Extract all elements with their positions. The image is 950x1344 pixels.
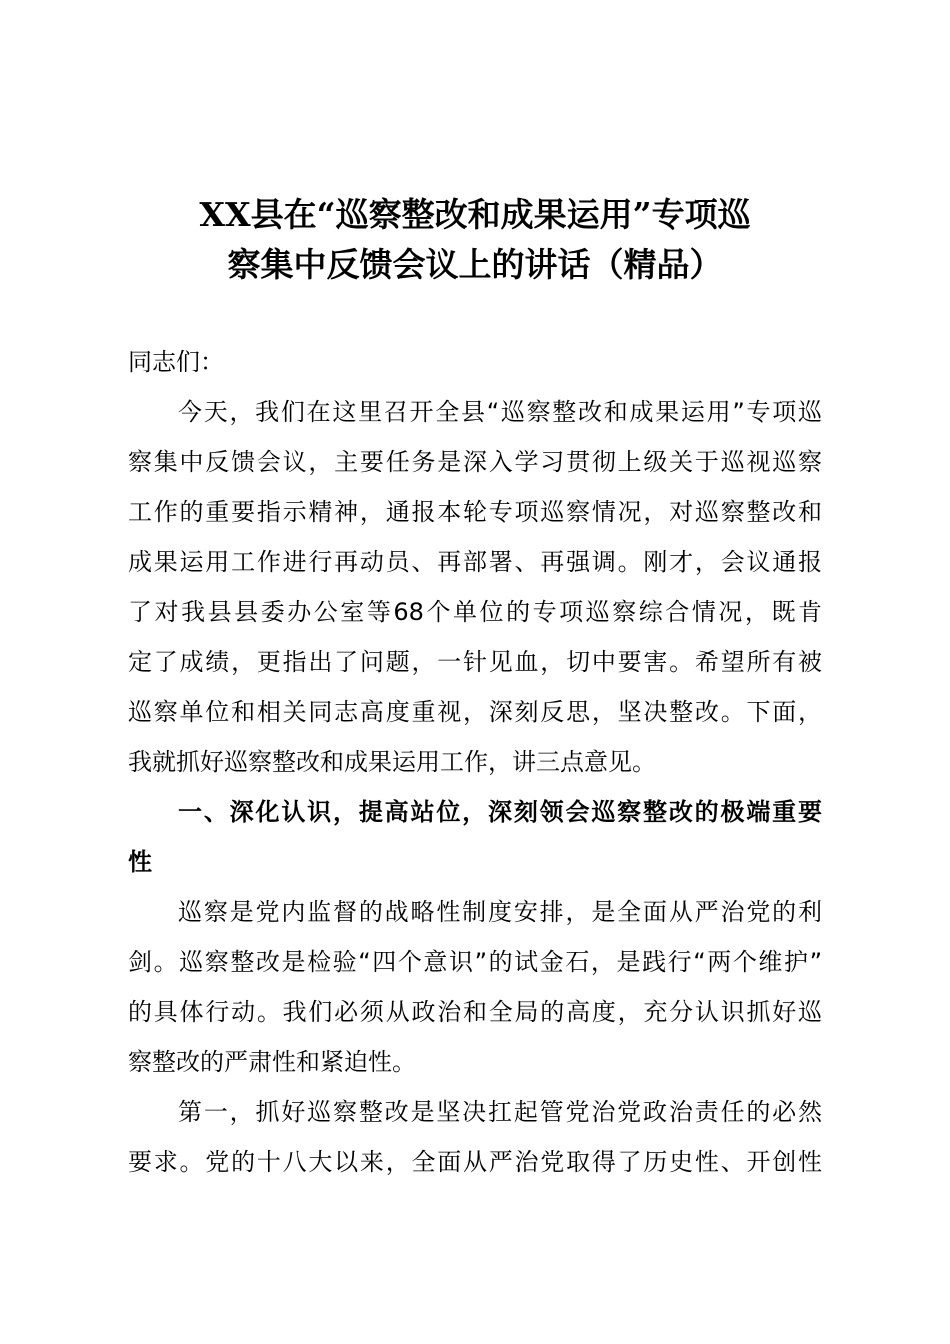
text-line: 今天，我们在这里召开全县“巡察整改和成果运用”专项巡	[178, 398, 822, 426]
text-line: 要求。党的十八大以来，全面从严治党取得了历史性、开创性	[128, 1148, 822, 1176]
text-line: 剑。巡察整改是检验“四个意识”的试金石，是践行“两个维护”	[128, 948, 822, 976]
text-line: 察整改的严肃性和紧迫性。	[128, 1048, 416, 1076]
text-line: 了对我县县委办公室等68个单位的专项巡察综合情况，既肯	[128, 598, 822, 626]
text-line: 工作的重要指示精神，通报本轮专项巡察情况，对巡察整改和	[128, 498, 822, 526]
text-line: 的具体行动。我们必须从政治和全局的高度，充分认识抓好巡	[128, 998, 822, 1026]
text-line: 第一，抓好巡察整改是坚决扛起管党治党政治责任的必然	[178, 1098, 822, 1126]
text-line: 察集中反馈会议，主要任务是深入学习贯彻上级关于巡视巡察	[128, 448, 822, 476]
text-line: 性	[128, 848, 152, 876]
text-line: 巡察单位和相关同志高度重视，深刻反思，坚决整改。下面，	[128, 698, 822, 726]
text-line: 一、深化认识，提高站位，深刻领会巡察整改的极端重要	[178, 798, 822, 826]
salutation: 同志们：	[128, 348, 224, 376]
text-line: 定了成绩，更指出了问题，一针见血，切中要害。希望所有被	[128, 648, 822, 676]
title-line-2: 察集中反馈会议上的讲话（精品）	[227, 245, 723, 284]
text-line: 巡察是党内监督的战略性制度安排，是全面从严治党的利	[178, 898, 822, 926]
text-line: 我就抓好巡察整改和成果运用工作，讲三点意见。	[128, 748, 656, 776]
text-line: 成果运用工作进行再动员、再部署、再强调。刚才，会议通报	[128, 548, 822, 576]
title-line-1: XX县在“巡察整改和成果运用”专项巡	[199, 195, 751, 234]
